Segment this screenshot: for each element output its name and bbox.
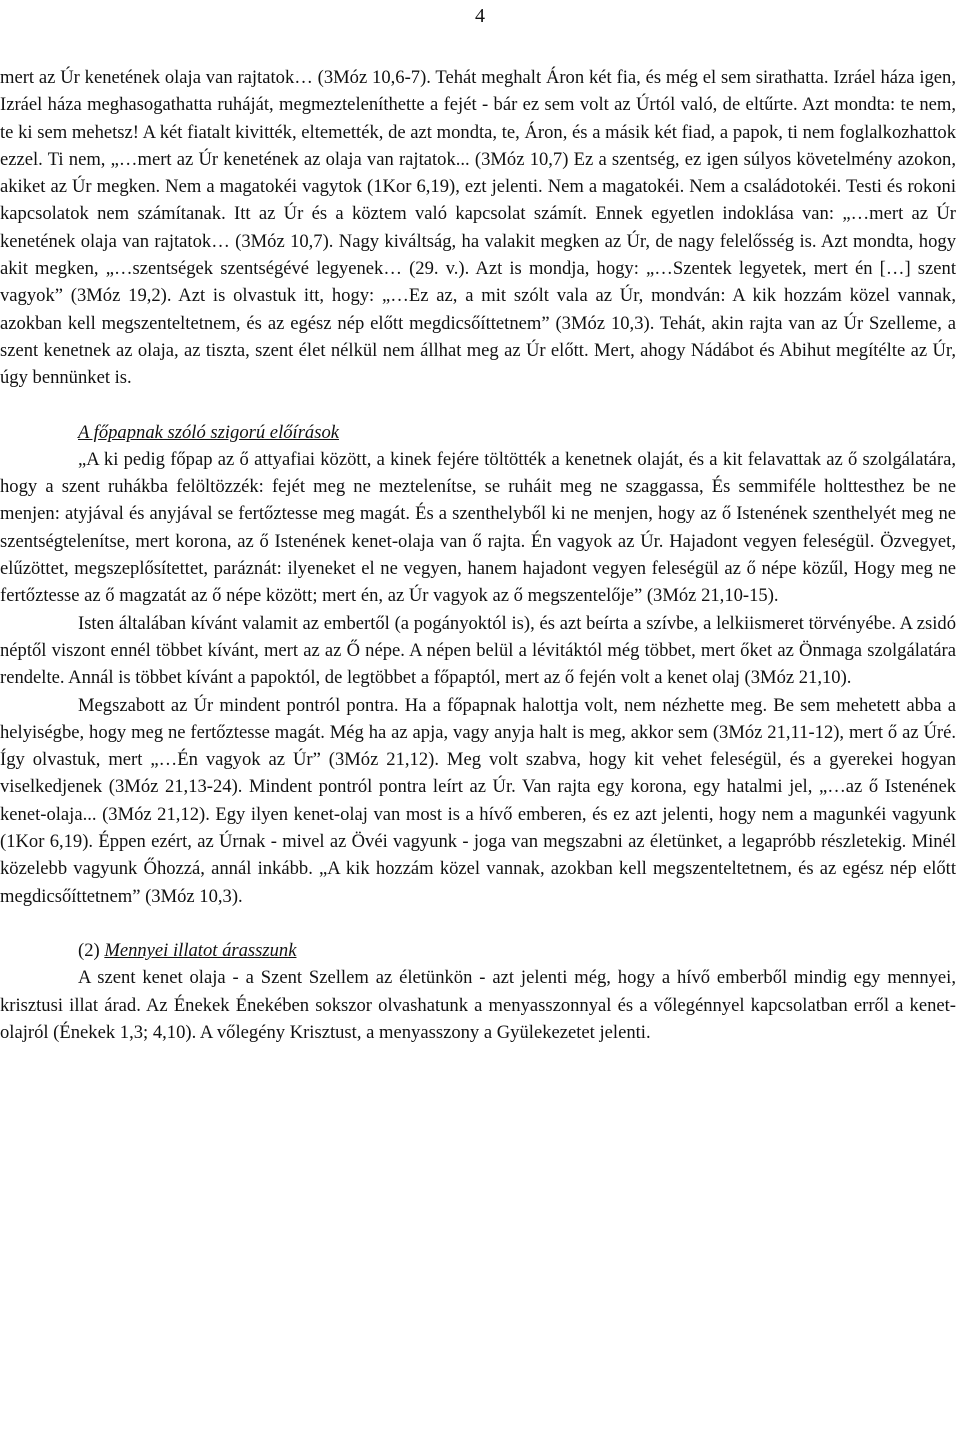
paragraph: „A ki pedig főpap az ő attyafiai között, a kinek fejére töltötték a kenetnek olaját, és a kit felavattak az ő szolgálatára, hogy a szent ruhákba felöltözzék: fejét meg ne meztelenítse, se ruháit meg ne szaggassa, És semmiféle holttesthez be ne menjen: atyjával és anyjával se fertőztesse meg magát. És a szenthelyből ki ne menjen, hogy az ő Istenének szenthelyét meg ne szentségtelenítse, mert korona, az ő Istenének kenet-olaja van ő rajta. Én vagyok az Úr. Hajadont vegyen feleségül. Özvegyet, elűzöttet, megszeplősítettet, paráznát: ilyeneket el ne vegyen, hanem hajadont vegyen feleségül az ő népe közűl, Hogy meg ne fertőztesse az ő magzatát az ő népe között; mert én, az Úr vagyok az ő megszentelője” (3Móz 21,10-15). xyxy=(0,448,956,607)
page-number: 4 xyxy=(475,5,485,27)
section-heading xyxy=(0,937,956,964)
paragraph: Isten általában kívánt valamit az embertől (a pogányoktól is), és azt beírta a szívbe, a lelkiismeret törvényébe. A zsidó néptől viszont ennél többet kívánt, mert az az Ő népe. A népen belül a lévitáktól még többet, mert őket az Önmaga szolgálatára rendelte. Annál is többet kívánt a papoktól, de legtöbbet a főpaptól, mert az ő fején volt a kenet olaj (3Móz 21,10). xyxy=(0,612,956,689)
body-text xyxy=(0,64,956,1046)
section-number: (2) xyxy=(78,939,100,961)
paragraph: mert az Úr kenetének olaja van rajtatok… (3Móz 10,6-7). Tehát meghalt Áron két fia, és még el sem sirathatta. Izráel háza igen, Izráel háza meghasogathatta ruháját, megmezteleníthette a fejét - bár ez sem volt az Úrtól való, de eltűrte. Azt mondta: te nem, te ki sem mehetsz! A két fiatalt kivitték, eltemették, de azt mondta, te, Áron, és a másik két fiad, a papok, ti nem foglalkozhattok ezzel. Ti nem, „…mert az Úr kenetének az olaja van rajtatok... (3Móz 10,7) Ez a szentség, ez igen súlyos követelmény azokon, akiket az Úr megken. Nem a magatokéi vagytok (1Kor 6,19), ezt jelenti. Nem a magatokéi. Nem a családotokéi. Testi és rokoni kapcsolatok nem számítanak. Itt az Úr és a köztem való kapcsolat számít. Ennek egyetlen indoklása van: „…mert az Úr kenetének olaja van rajtatok… (3Móz 10,7). Nagy kiváltság, ha valakit megken az Úr, de nagy felelősség is. Azt mondta, hogy akit megken, „…szentségek szentségévé legyenek… (29. v.). Azt is mondja, hogy: „…Szentek legyetek, mert én […] szent vagyok” (3Móz 19,2). Azt is olvastuk itt, hogy: „…Ez az, a mit szólt vala az Úr, mondván: A kik hozzám közel vannak, azokban kell megszenteltetnem, és az egész nép előtt megdicsőíttetnem” (3Móz 10,3). Tehát, akin rajta van az Úr Szelleme, a szent kenetnek az olaja, az tiszta, szent élet nélkül nem állhat meg az Úr előtt. Mert, ahogy Nádábot és Abihut megítélte az Úr, úgy bennünket is. xyxy=(0,67,956,389)
paragraph: A szent kenet olaja - a Szent Szellem az életünkön - azt jelenti még, hogy a hívő emberből mindig egy mennyei, krisztusi illat árad. Az Énekek Énekében sokszor olvashatunk a menyasszonnyal és a vőlegénnyel kapcsolatban erről a kenet-olajról (Énekek 1,3; 4,10). A vőlegény Krisztust, a menyasszony a Gyülekezetet jelenti. xyxy=(0,967,956,1043)
section-title: Mennyei illatot árasszunk xyxy=(104,939,297,961)
spacer xyxy=(0,392,956,419)
paragraph: Megszabott az Úr mindent pontról pontra. Ha a főpapnak halottja volt, nem nézhette meg. Be sem mehetett abba a helyiségbe, hogy meg ne fertőztesse magát. Még ha az apja, vagy anyja halt is meg, akkor sem (3Móz 21,11-12), mert ő az Úré. Így olvastuk, mert „…Én vagyok az Úr” (3Móz 21,12). Meg volt szabva, hogy kit vehet feleségül, és a gyerekei hogyan viselkedjenek (3Móz 21,13-24). Mindent pontról pontra leírt az Úr. Van rajta egy korona, egy hatalmi jel, „…az ő Istenének kenet-olaja... (3Móz 21,12). Egy ilyen kenet-olaj van most is a hívő emberen, és ez azt jelenti, hogy nem a magunkéi vagyunk (1Kor 6,19). Éppen ezért, az Úrnak - mivel az Övéi vagyunk - joga van megszabni az életünket, a legapróbb részletekig. Minél közelebb vagyunk Őhozzá, annál inkább. „A kik hozzám közel vannak, azokban kell megszenteltetnem, és az egész nép előtt megdicsőíttetnem” (3Móz 10,3). xyxy=(0,694,956,907)
section-heading: A főpapnak szóló szigorú előírások xyxy=(78,421,340,443)
spacer xyxy=(0,910,956,937)
